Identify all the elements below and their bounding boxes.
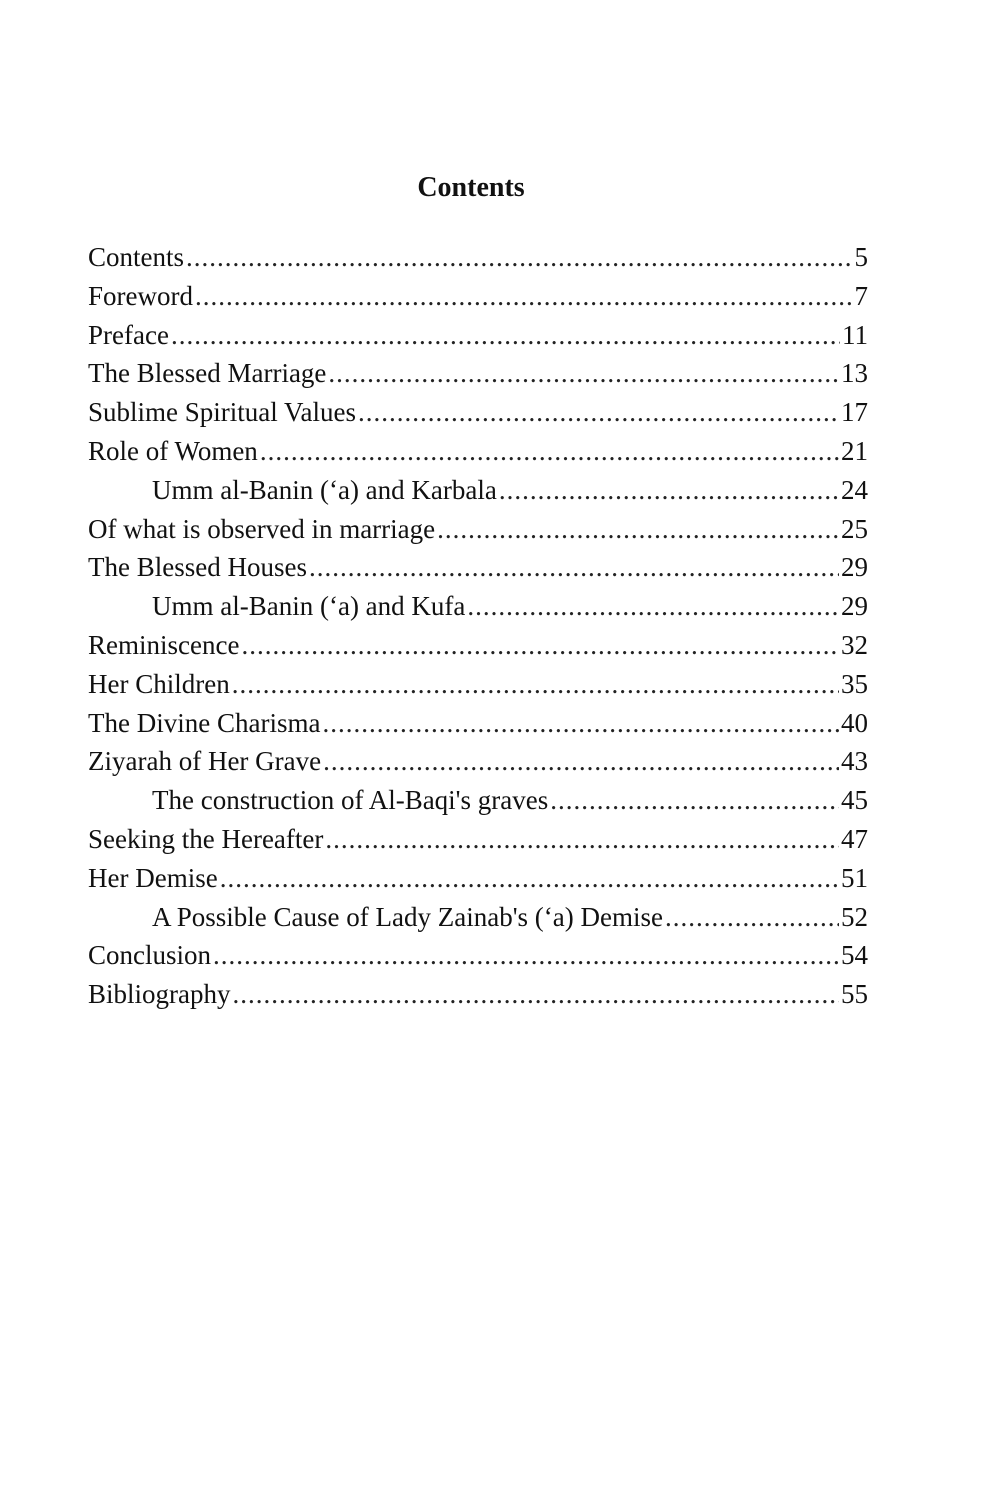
toc-entry-title: A Possible Cause of Lady Zainab's (‘a) Demise — [152, 901, 663, 932]
toc-entry-observed-in-marriage[interactable] — [88, 510, 868, 549]
toc-entry-page: 21 — [841, 435, 868, 466]
toc-entry-divine-charisma[interactable] — [88, 704, 868, 743]
toc-entry-her-children[interactable] — [88, 665, 868, 704]
toc-entry-title: Conclusion — [88, 940, 212, 971]
dot-leader — [213, 936, 839, 975]
toc-entry-page: 47 — [841, 823, 868, 854]
dot-leader — [322, 704, 839, 743]
toc-entry-title: The construction of Al-Baqi's graves — [152, 785, 549, 816]
dot-leader — [171, 316, 840, 355]
toc-entry-title: Bibliography — [88, 979, 231, 1010]
dot-leader — [665, 898, 839, 937]
dot-leader — [233, 975, 840, 1014]
toc-entry-page: 32 — [841, 629, 868, 660]
toc-entry-title: Preface — [88, 319, 169, 350]
toc-entry-page: 5 — [854, 242, 868, 272]
toc-entry-title: The Divine Charisma — [88, 707, 321, 738]
toc-entry-title: Role of Women — [88, 435, 258, 466]
dot-leader — [550, 781, 839, 820]
toc-entry-blessed-marriage[interactable] — [88, 354, 868, 393]
dot-leader — [220, 859, 839, 898]
toc-entry-page: 11 — [842, 319, 868, 350]
dot-leader — [328, 354, 839, 393]
toc-entry-title: Contents — [88, 242, 185, 272]
toc-entry-page: 25 — [841, 513, 868, 544]
toc-entry-her-demise[interactable] — [88, 859, 868, 898]
dot-leader — [260, 432, 839, 471]
table-of-contents — [88, 238, 868, 1014]
toc-entry-page: 35 — [841, 668, 868, 699]
toc-entry-role-of-women[interactable] — [88, 432, 868, 471]
dot-leader — [325, 820, 839, 859]
toc-entry-page: 45 — [841, 785, 868, 816]
toc-entry-page: 7 — [854, 280, 868, 311]
dot-leader — [467, 587, 839, 626]
dot-leader — [437, 510, 839, 549]
toc-entry-page: 43 — [841, 746, 868, 777]
toc-entry-blessed-houses[interactable] — [88, 548, 868, 587]
dot-leader — [186, 238, 852, 277]
dot-leader — [232, 665, 839, 704]
dot-leader — [241, 626, 839, 665]
toc-entry-seeking-the-hereafter[interactable] — [88, 820, 868, 859]
toc-entry-title: The Blessed Marriage — [88, 358, 327, 389]
toc-entry-page: 55 — [841, 979, 868, 1010]
toc-entry-page: 13 — [841, 358, 868, 389]
page-title: Contents — [417, 172, 525, 203]
dot-leader — [499, 471, 839, 510]
toc-entry-reminiscence[interactable] — [88, 626, 868, 665]
toc-entry-sublime-spiritual-values[interactable] — [88, 393, 868, 432]
toc-entry-title: Foreword — [88, 280, 193, 311]
toc-entry-bibliography[interactable] — [88, 975, 868, 1014]
toc-entry-preface[interactable] — [88, 316, 868, 355]
toc-entry-title: The Blessed Houses — [88, 552, 307, 583]
toc-entry-title: Sublime Spiritual Values — [88, 397, 356, 428]
toc-entry-foreword[interactable] — [88, 277, 868, 316]
dot-leader — [358, 393, 839, 432]
toc-entry-page: 29 — [841, 552, 868, 583]
toc-entry-title: Of what is observed in marriage — [88, 513, 436, 544]
dot-leader — [195, 277, 853, 316]
toc-entry-page: 40 — [841, 707, 868, 738]
toc-entry-page: 52 — [841, 901, 868, 932]
dot-leader — [323, 742, 839, 781]
toc-entry-title: Her Demise — [88, 862, 218, 893]
toc-entry-title: Seeking the Hereafter — [88, 823, 324, 854]
toc-entry-title: Her Children — [88, 668, 230, 699]
toc-entry-title: Umm al-Banin (‘a) and Kufa — [152, 591, 466, 622]
toc-entry-umm-al-banin-karbala[interactable] — [88, 471, 868, 510]
toc-entry-page: 51 — [841, 862, 868, 893]
toc-entry-construction-al-baqi-graves[interactable] — [88, 781, 868, 820]
toc-entry-possible-cause-zainab-demise[interactable] — [88, 898, 868, 937]
toc-entry-page: 29 — [841, 591, 868, 622]
toc-entry-umm-al-banin-kufa[interactable] — [88, 587, 868, 626]
toc-entry-title: Umm al-Banin (‘a) and Karbala — [152, 474, 497, 505]
toc-entry-page: 17 — [841, 397, 868, 428]
dot-leader — [309, 548, 839, 587]
toc-entry-page: 24 — [841, 474, 868, 505]
toc-entry-page: 54 — [841, 940, 868, 971]
toc-entry-contents[interactable] — [88, 238, 868, 277]
toc-entry-ziyarah-of-her-grave[interactable] — [88, 742, 868, 781]
toc-entry-title: Reminiscence — [88, 629, 240, 660]
toc-entry-title: Ziyarah of Her Grave — [88, 746, 322, 777]
toc-entry-conclusion[interactable] — [88, 936, 868, 975]
